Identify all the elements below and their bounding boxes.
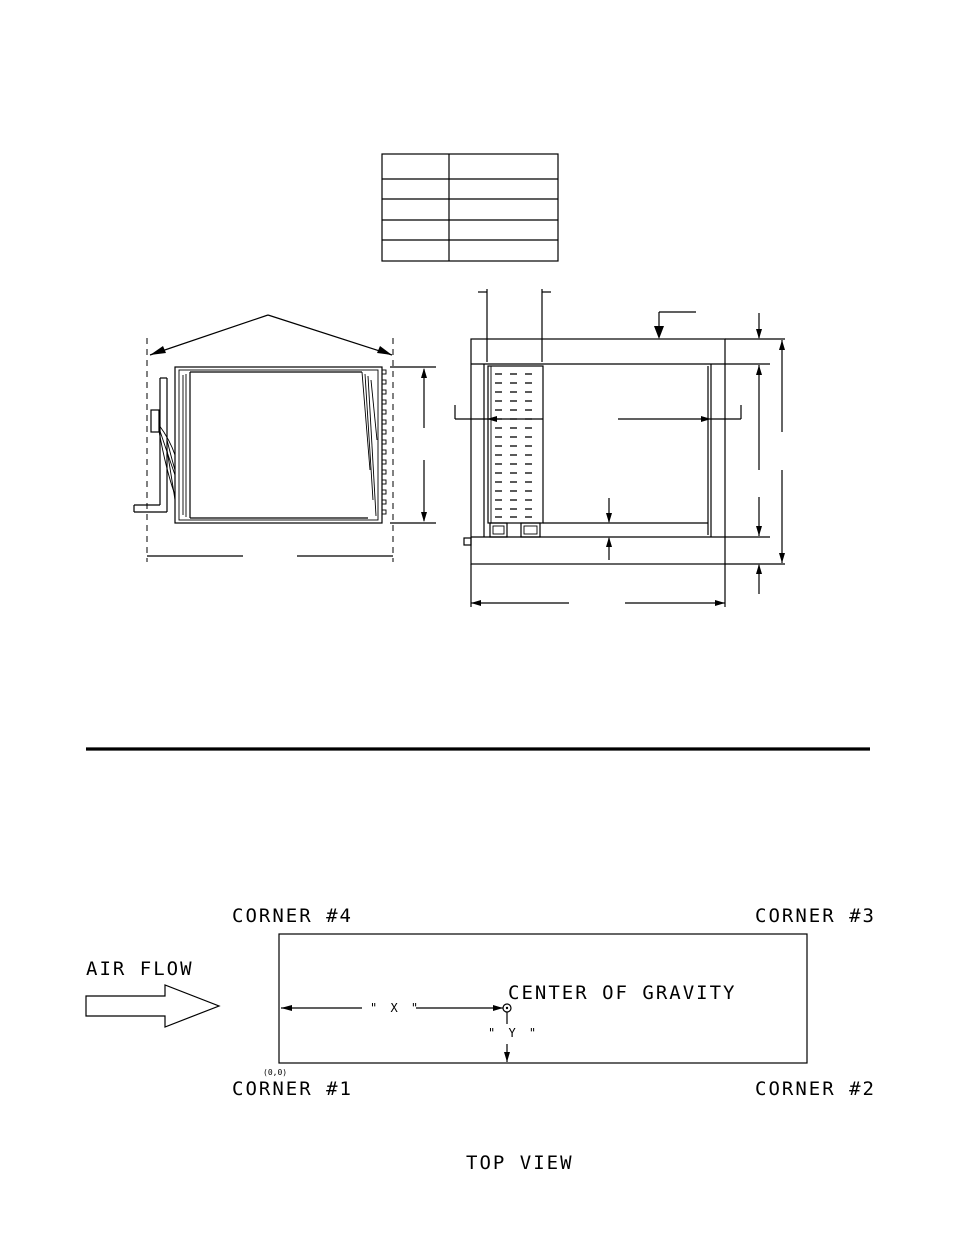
tube-ends	[382, 370, 386, 514]
view-title: TOP VIEW	[466, 1152, 574, 1174]
x-dimension-label: " X "	[370, 1001, 422, 1015]
center-of-gravity-label: CENTER OF GRAVITY	[508, 982, 737, 1004]
dimension-table	[382, 154, 558, 261]
y-dimension-label: " Y "	[488, 1026, 540, 1040]
corner-2-label: CORNER #2	[755, 1078, 876, 1100]
air-flow-label: AIR FLOW	[86, 958, 194, 980]
corner-4-label: CORNER #4	[232, 905, 353, 927]
front-view-drawing	[455, 289, 785, 607]
side-view-drawing	[134, 315, 436, 562]
corner-1-label: CORNER #1	[232, 1078, 353, 1100]
coil-fin-pattern	[495, 374, 532, 517]
corner-3-label: CORNER #3	[755, 905, 876, 927]
top-view-drawing	[86, 905, 876, 1174]
origin-label: (0,0)	[263, 1068, 288, 1077]
air-flow-arrow	[86, 985, 219, 1027]
